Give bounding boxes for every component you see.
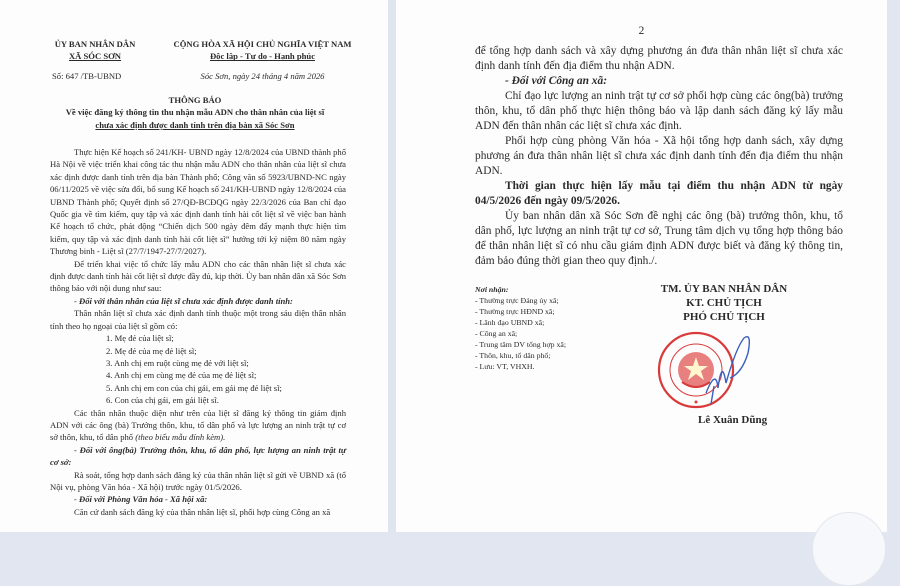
document-page-2 — [396, 0, 887, 532]
agency-line: ỦY BAN NHÂN DÂN — [54, 39, 136, 49]
section-heading: - Đối với thân nhân của liệt sĩ chưa xác định được danh tính: — [74, 295, 293, 306]
paragraph: Để triển khai việc tổ chức lấy mẫu ADN cho các thân nhân liệt sĩ chưa xác định được danh tính hài cốt liệt sĩ được đầy đủ, kịp thời. Ủy ban nhân dân xã Sóc Sơn thông báo với nội dung như sau: — [50, 258, 346, 294]
recipient: - Thường trực Đảng ủy xã; — [475, 296, 559, 305]
page-2-body — [475, 44, 843, 269]
section-heading: - Đối với Công an xã: — [505, 75, 607, 87]
sign-on-behalf: KT. CHỦ TỊCH — [686, 297, 762, 309]
document-number: Số: 647 /TB-UBND — [52, 71, 122, 81]
recipients-list — [475, 284, 635, 372]
page-1-body — [50, 146, 346, 518]
paragraph: Ủy ban nhân dân xã Sóc Sơn đề nghị các ông (bà) trưởng thôn, khu, tổ dân phố, lực lượng an ninh trật tự cơ sở, Trung tâm dịch vụ tổng hợp thông báo để thân nhân liệt sĩ có nhu cầu giám định ADN được biết và đăng ký thông tin, đảm bảo đúng thời gian theo quy định./. — [475, 210, 843, 267]
list-item: 2. Mẹ đẻ của mẹ đẻ liệt sĩ; — [106, 345, 197, 356]
recipient: - Thường trực HĐND xã; — [475, 307, 555, 316]
list-item: 5. Anh chị em con của chị gái, em gái mẹ đẻ liệt sĩ; — [106, 382, 282, 393]
document-subtitle: Về việc đăng ký thông tin thu nhận mẫu ADN cho thân nhân của liệt sĩ — [65, 107, 325, 118]
list-item: 6. Con của chị gái, em gái liệt sĩ. — [106, 395, 219, 406]
paragraph: Rà soát, tổng hợp danh sách đăng ký của thân nhân liệt sĩ gửi về UBND xã (tổ Nội vụ, phòng Văn hóa - Xã hội) trước ngày 01/5/2026. — [50, 469, 346, 492]
signature-block — [624, 282, 824, 324]
document-subtitle-2: chưa xác định được danh tính trên địa bàn xã Sóc Sơn — [95, 119, 295, 130]
recipient: - Thôn, khu, tổ dân phố; — [475, 351, 551, 360]
paragraph-note: (theo biểu mẫu đính kèm). — [135, 432, 226, 443]
nation-motto: Độc lập - Tự do - Hạnh phúc — [209, 51, 316, 62]
sign-title: PHÓ CHỦ TỊCH — [683, 311, 765, 323]
list-item: 3. Anh chị em ruột cùng mẹ đẻ với liệt sĩ; — [106, 357, 249, 368]
signer-name: Lê Xuân Dũng — [698, 414, 768, 426]
national-header — [150, 38, 375, 63]
place-date: Sóc Sơn, ngày 24 tháng 4 năm 2026 — [200, 71, 325, 81]
recipient: - Công an xã; — [475, 329, 518, 338]
paragraph: Thân nhân liệt sĩ chưa xác định danh tính thuộc một trong sáu diện thân nhân tính theo họ ngoại của liệt sĩ gồm có: — [50, 308, 346, 331]
paragraph: Thực hiện Kế hoạch số 241/KH- UBND ngày 12/8/2024 của UBND thành phố Hà Nội về việc triển khai công tác thu nhận mẫu ADN cho thân nhân của liệt sĩ chưa xác định được danh tính trên địa bàn Thành phố; Công văn số 5923/UBND-NC ngày 06/11/2025 về việc sửa đổi, bổ sung Kế hoạch số 241/KH-UBND ngày 12/8/2024 của UBND Thành phố; Quyết định số 27/QĐ-BCĐQG ngày 22/3/2026 của Ban chỉ đạo Quốc gia về tìm kiếm, quy tập và xác định danh tính hài cốt liệt sĩ về việc ban hành Kế hoạch tổ chức, phát động “Chiến dịch 500 ngày đêm đẩy mạnh thực hiện tìm kiếm, quy tập và xác định danh tính hài cốt liệt sĩ” hướng tới kỷ niệm 80 năm ngày Thương binh - Liệt sĩ (27/7/1947-27/7/2027). — [50, 147, 346, 257]
issuing-agency — [40, 38, 150, 63]
document-title-block — [20, 94, 370, 131]
section-heading: - Đối với ông(bà) Trưởng thôn, khu, tổ dân phố, lực lượng an ninh trật tự cơ sở: — [50, 444, 346, 468]
document-title: THÔNG BÁO — [168, 95, 222, 105]
paragraph: Các thân nhân thuộc diện như trên của liệt sĩ đăng ký thông tin giám định ADN với các ông (bà) Trưởng thôn, khu, tổ dân phố và lực lượng an ninh trật tự cơ sở thôn, khu, tổ dân phố — [50, 407, 346, 443]
paragraph: Chỉ đạo lực lượng an ninh trật tự cơ sở phối hợp cùng các ông(bà) trưởng thôn, khu, tổ dân phố thực hiện thông báo và lập danh sách đăng ký lấy mẫu ADN đến thân nhân các liệt sĩ chưa xác định. — [475, 90, 843, 132]
list-item: 4. Anh chị em cùng mẹ đẻ của mẹ đẻ liệt sĩ; — [106, 370, 257, 381]
page-number: 2 — [638, 25, 645, 37]
recipients-label: Nơi nhận: — [475, 285, 509, 294]
nation-name: CỘNG HÒA XÃ HỘI CHỦ NGHĨA VIỆT NAM — [173, 39, 352, 49]
implementation-time: Thời gian thực hiện lấy mẫu tại điểm thu nhận ADN từ ngày 04/5/2026 đến ngày 09/5/2026. — [475, 180, 843, 207]
document-page-1 — [0, 0, 388, 532]
page-divider — [388, 0, 396, 532]
recipient: - Trung tâm DV tổng hợp xã; — [475, 340, 567, 349]
section-heading: - Đối với Phòng Văn hóa - Xã hội xã: — [74, 494, 208, 505]
recipient: - Lưu: VT, VHXH. — [475, 362, 535, 371]
paragraph: Phối hợp cùng phòng Văn hóa - Xã hội tổng hợp danh sách, xây dựng phương án đưa thân nhân liệt sĩ chưa xác định danh tính đến địa điểm thu nhận ADN. — [475, 135, 843, 177]
paragraph: Căn cứ danh sách đăng ký của thân nhân liệt sĩ, phối hợp cùng Công an xã — [74, 506, 331, 517]
floating-action-button[interactable] — [812, 512, 886, 586]
agency-commune: XÃ SÓC SƠN — [68, 51, 122, 62]
paragraph: để tổng hợp danh sách và xây dựng phương án đưa thân nhân liệt sĩ chưa xác định danh tính đến địa điểm thu nhận ADN. — [475, 45, 843, 72]
sign-authority: TM. ỦY BAN NHÂN DÂN — [660, 283, 788, 295]
signature-icon — [696, 328, 756, 408]
list-item: 1. Mẹ đẻ của liệt sĩ; — [106, 333, 174, 344]
recipient: - Lãnh đạo UBND xã; — [475, 318, 545, 327]
